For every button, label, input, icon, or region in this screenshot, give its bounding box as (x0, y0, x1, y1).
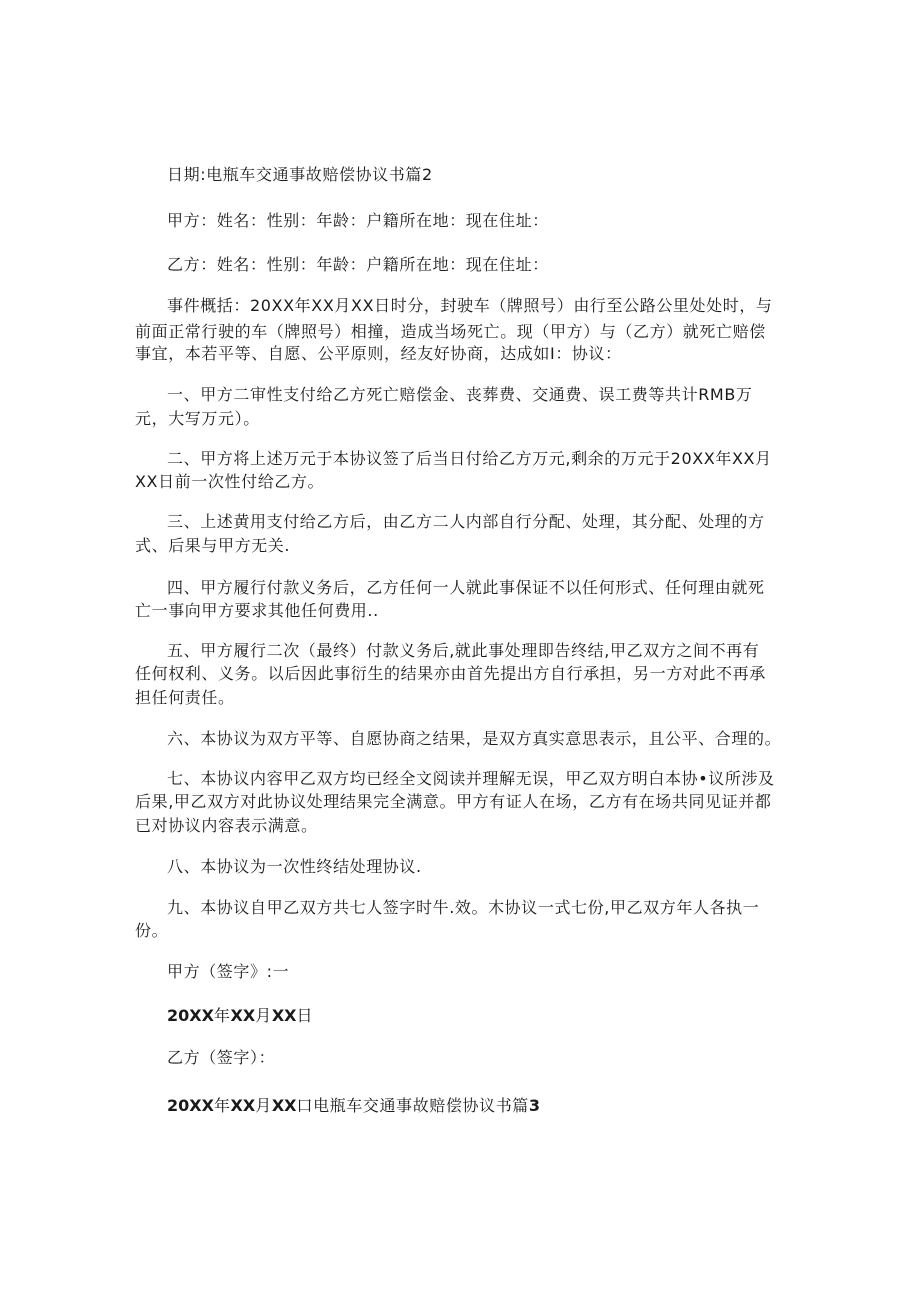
date-month: XX (230, 1096, 256, 1115)
clause-2-line: XX日前一次性付给乙方。 (135, 472, 325, 491)
clause-5-line: 任何权利、义务。以后因此事衍生的结果亦由首先提出方自行承担，另一方对此不再承 (135, 664, 766, 683)
clause-3-line: 三、上述黄用支付给乙方后，由乙方二人内部自行分配、处理，其分配、处理的方 (167, 512, 765, 531)
date-unit: 日 (296, 1006, 314, 1025)
date-unit: 年 (213, 1096, 231, 1115)
overview-line: 事件概括：20XX年XX月XX日时分，封驶车（牌照号）由行至公路公里处处时，与 (167, 296, 773, 315)
clause-5-line: 五、甲方履行二次（最终）付款义务后,就此事处理即告终结,甲乙双方之间不再有 (167, 641, 760, 660)
party-a-info: 甲方：姓名：性别：年龄：户籍所在地：现在住址： (167, 211, 549, 230)
date-year: 20XX (167, 1006, 214, 1025)
date-year: 20XX (167, 1096, 214, 1115)
clause-9-line: 九、本协议自甲乙双方共七人签字时牛.效。木协议一式七份,甲乙双方年人各执一 (167, 898, 760, 917)
overview-line: 事宜，本若平等、自愿、公平原则，经友好协商，达成如I：协议： (135, 344, 622, 363)
clause-7-line: 后果,甲乙双方对此协议处理结果完全满意。甲方有证人在场，乙方有在场共同见证并都 (135, 792, 772, 811)
clause-5-line: 担任何责任。 (135, 688, 235, 707)
clause-7-line: 已对协议内容表示满意。 (135, 816, 318, 835)
date-day: XX (271, 1006, 297, 1025)
party-b-signature: 乙方（签字）： (167, 1048, 276, 1067)
clause-1-line: 元，大写万元）。 (135, 409, 260, 428)
clause-4-line: 亡一事向甲方要求其他任何费用.. (135, 601, 379, 620)
clause-4-line: 四、甲方履行付款义务后，乙方任何一人就此事保证不以任何形式、任何理由就死 (167, 578, 765, 597)
date-unit: 月 (255, 1006, 272, 1025)
clause-2-line: 二、甲方将上述万元于本协议签了后当日付给乙方万元,剩余的万元于20XX年XX月 (167, 449, 772, 468)
date-day: XX (271, 1096, 297, 1115)
clause-6-line: 六、本协议为双方平等、自愿协商之结果，是双方真实意思表示，且公平、合理的。 (167, 729, 782, 748)
date-heading: 日期:电瓶车交通事故赔偿协议书篇2 (167, 165, 433, 184)
clause-8-line: 八、本协议为一次性终结处理协议. (167, 857, 422, 876)
date-unit: 年 (213, 1006, 231, 1025)
clause-1-line: 一、甲方二审性支付给乙方死亡赔偿金、丧葬费、交通费、误工费等共计RMB万 (167, 385, 753, 404)
party-a-signature: 甲方（签字》:一 (167, 962, 290, 981)
date-unit: 月 (255, 1096, 272, 1115)
overview-line: 前面正常行驶的车（牌照号）相撞，造成当场死亡。现（甲方）与（乙方）就死亡赔偿 (135, 322, 766, 341)
next-section-title: 口电瓶车交通事故赔偿协议书篇 (296, 1096, 529, 1115)
date-month: XX (230, 1006, 256, 1025)
clause-7-line: 七、本协议内容甲乙双方均已经全文阅读并理解无误，甲乙双方明白本协•议所涉及 (167, 769, 775, 788)
clause-9-line: 份。 (135, 921, 169, 940)
party-b-info: 乙方：姓名：性别：年龄：户籍所在地：现在住址： (167, 255, 549, 274)
party-a-date (167, 1006, 313, 1026)
clause-3-line: 式、后果与甲方无关. (135, 536, 291, 555)
party-b-date-and-next-title (167, 1096, 540, 1116)
next-section-number: 3 (528, 1096, 541, 1115)
